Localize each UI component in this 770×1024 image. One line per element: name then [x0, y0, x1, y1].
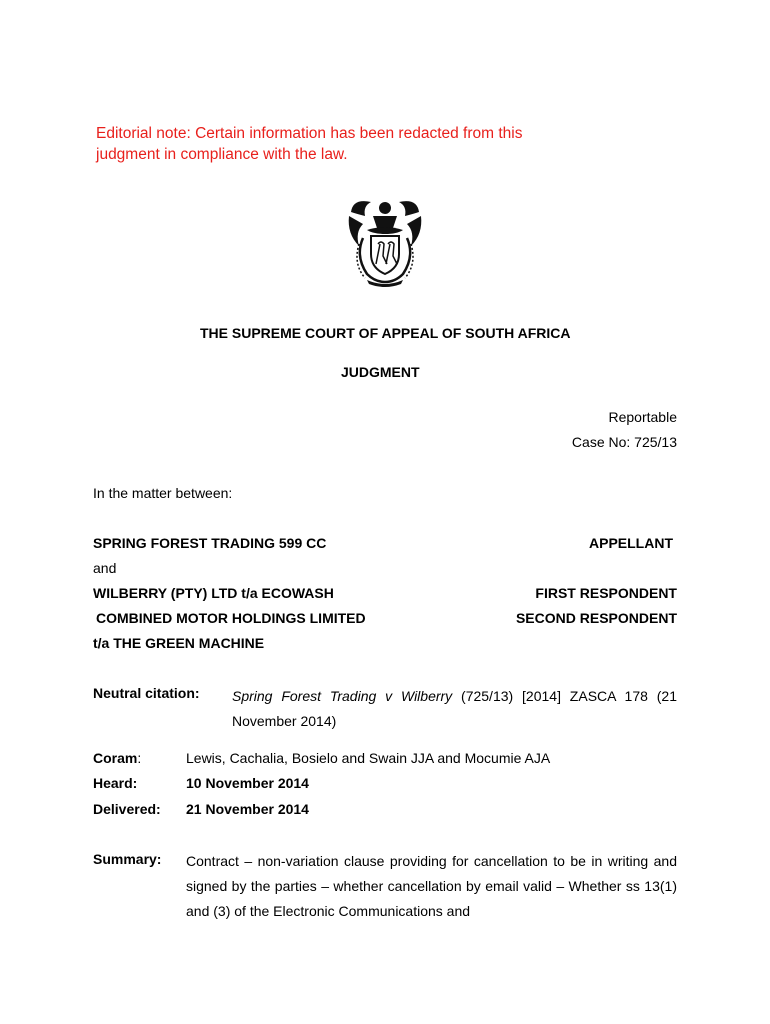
coram-value: Lewis, Cachalia, Bosielo and Swain JJA and Mocumie AJA: [186, 750, 551, 766]
coram-colon: :: [137, 750, 142, 766]
citation-reference: (725/13) [2014] ZASCA 178 (21 November 2014): [232, 688, 678, 729]
heard-label: Heard:: [93, 775, 138, 791]
appellant-role: APPELLANT: [589, 535, 673, 551]
reportable-label: Reportable: [608, 409, 677, 425]
first-respondent-name: WILBERRY (PTY) LTD t/a ECOWASH: [93, 585, 334, 601]
summary-label: Summary:: [93, 851, 162, 867]
neutral-citation-value: [232, 684, 677, 734]
document-type: JUDGMENT: [341, 364, 420, 380]
court-name: THE SUPREME COURT OF APPEAL OF SOUTH AFRICA: [200, 325, 571, 341]
delivered-label: Delivered:: [93, 801, 161, 817]
heard-date: 10 November 2014: [186, 775, 309, 791]
coat-of-arms-icon: [345, 194, 425, 288]
summary-text: Contract – non-variation clause providing for cancellation to be in writing and signed by the parties – whether cancellation by email valid – Whether ss 13(1) and (3) of the Electronic Communications and: [186, 853, 677, 919]
first-respondent-role: FIRST RESPONDENT: [535, 585, 677, 601]
second-respondent-trading-name: t/a THE GREEN MACHINE: [93, 635, 265, 651]
case-number: Case No: 725/13: [571, 434, 677, 450]
citation-case-name: Spring Forest Trading v Wilberry: [232, 688, 453, 704]
second-respondent-role: SECOND RESPONDENT: [515, 610, 677, 626]
neutral-citation-label: Neutral citation:: [93, 685, 200, 701]
delivered-date: 21 November 2014: [186, 801, 309, 817]
coram-label-group: [93, 750, 141, 767]
second-respondent-name: COMBINED MOTOR HOLDINGS LIMITED: [96, 610, 366, 626]
appellant-name: SPRING FOREST TRADING 599 CC: [93, 535, 327, 551]
editorial-note: Editorial note: Certain information has been redacted from this judgment in compliance with the law.: [96, 125, 523, 163]
and-text: and: [93, 560, 117, 576]
coram-label: Coram: [93, 750, 138, 766]
matter-intro: In the matter between:: [93, 485, 233, 501]
